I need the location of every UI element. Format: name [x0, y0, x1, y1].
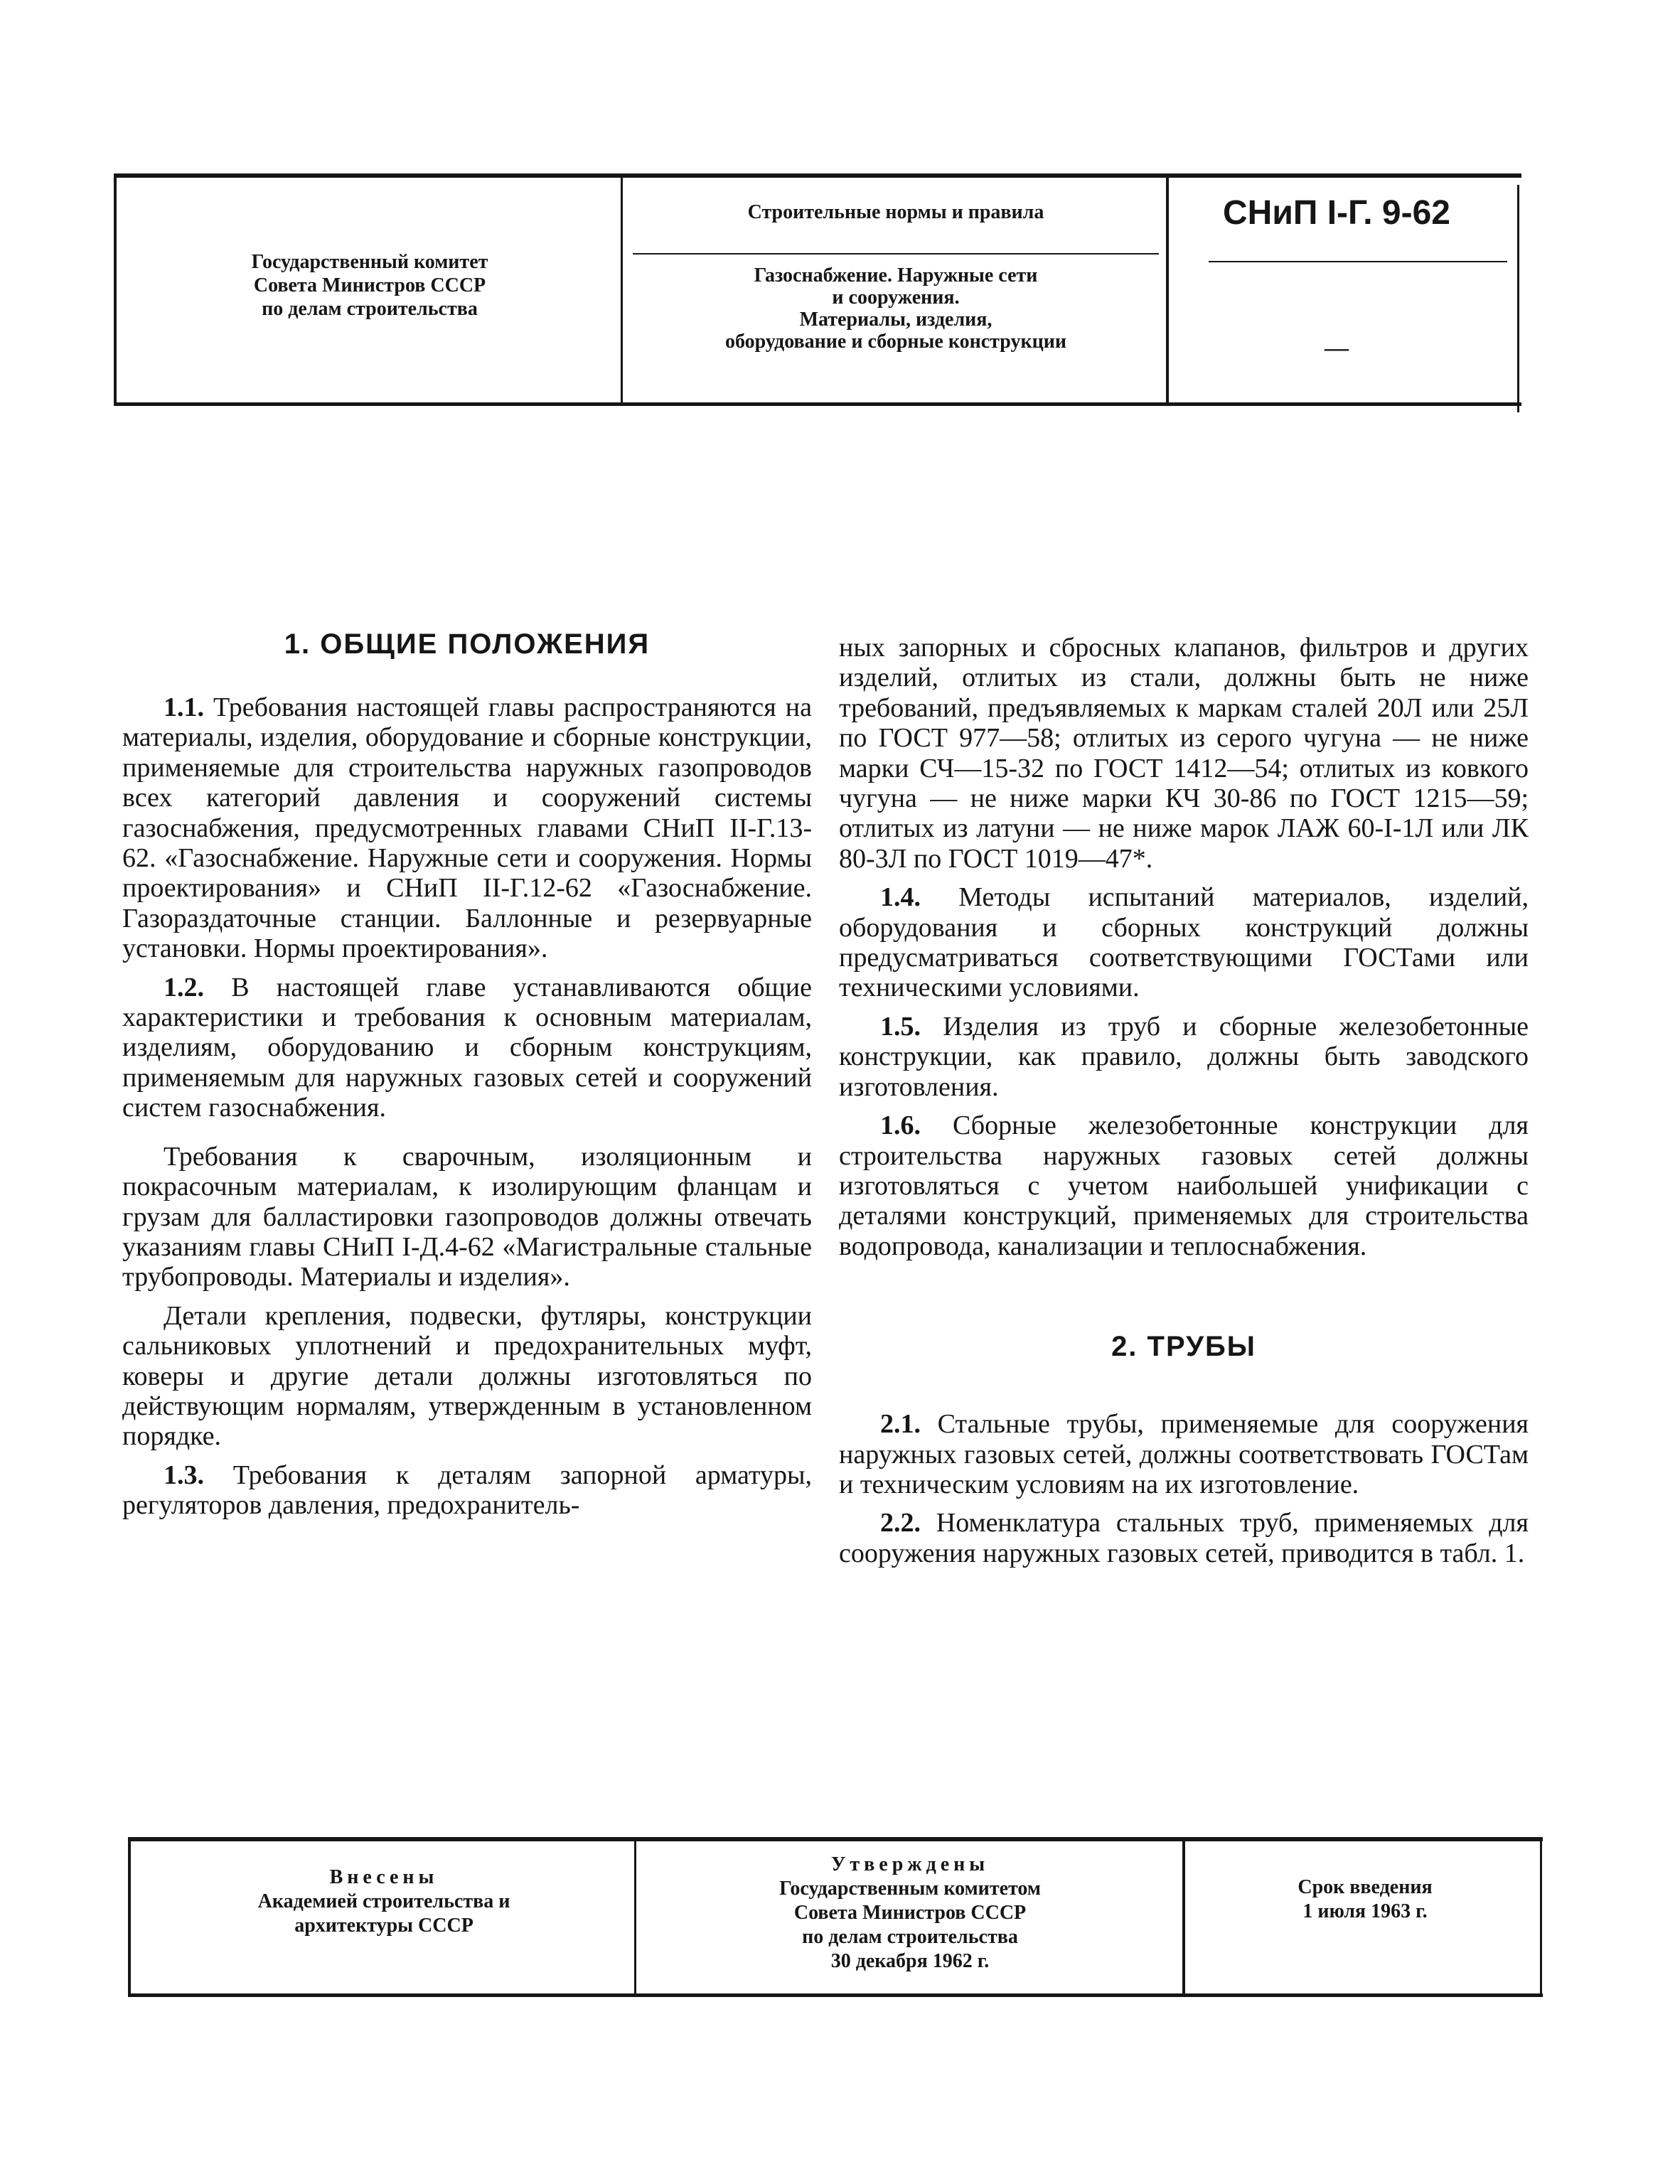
effective-label: Срок введения	[1298, 1876, 1433, 1898]
document-series: Строительные нормы и правила	[747, 201, 1044, 223]
paragraph-welding-materials: Требования к сварочным, изоляционным и покрасочным материалам, к изолирующим фланцам и грузам для балластировки газопроводов должны отвечать указаниям главы СНиП I-Д.4-62 «Магистральные стальные трубопроводы. Материалы и изделия».	[122, 1141, 812, 1292]
document-code: СНиП I-Г. 9-62	[1223, 194, 1450, 232]
effective-date-cell	[1194, 1875, 1536, 1924]
paragraph-2-2: 2.2. Номенклатура стальных труб, применяемых для сооружения наружных газовых сетей, приводится в табл. 1.	[839, 1508, 1529, 1568]
paragraph-number: 1.6.	[880, 1110, 921, 1141]
introduced-by-cell: Внесены Академией строительства и архитектуры СССР	[142, 1866, 626, 1938]
introduced-label: Внесены	[329, 1866, 439, 1888]
paragraph-1-2: 1.2. В настоящей главе устанавливаются общие характеристики и требования к основным материалам, изделиям, оборудованию и сборным конструкциям, применяемым для наружных газовых сетей и сооружений систем газоснабжения.	[122, 972, 813, 1123]
footer-top-rule	[128, 1837, 1543, 1841]
footer-left-border	[128, 1841, 131, 1995]
paragraph-number: 1.1.	[164, 692, 204, 722]
section-1-heading: 1. ОБЩИЕ ПОЛОЖЕНИЯ	[284, 628, 651, 660]
left-column	[122, 627, 812, 1521]
footer-divider-1	[634, 1841, 636, 1993]
paragraph-2-1: 2.1. Стальные трубы, применяемые для сооружения наружных газовых сетей, должны соответствовать ГОСТам и техническим условиям на их изготовление.	[839, 1409, 1529, 1499]
issuing-committee: Государственный комитет Совета Министров СССР по делам строительства	[251, 251, 488, 320]
replaces-field: —	[1325, 335, 1349, 361]
paragraph-1-4: 1.4. Методы испытаний материалов, изделий, оборудования и сборных конструкций должны предусматриваться соответствующими ГОСТами или техническими условиями.	[839, 882, 1529, 1003]
paragraph-fastening-details: Детали крепления, подвески, футляры, конструкции сальниковых уплотнений и предохранительных муфт, коверы и другие детали должны изготовляться по действующим нормалям, утвержденным в установленном порядке.	[122, 1300, 812, 1452]
document-title: Газоснабжение. Наружные сети и сооружения. Материалы, изделия, оборудование и сборные конструкции	[724, 264, 1067, 353]
right-column	[839, 633, 1529, 1568]
paragraph-1-3-continued: ных запорных и сбросных клапанов, фильтров и других изделий, отлитых из стали, должны быть не ниже требований, предъявляемых к маркам сталей 20Л или 25Л по ГОСТ 977—58; отлитых из серого чугуна — не ниже марки СЧ—15-32 по ГОСТ 1412—54; отлитых из ковкого чугуна — не ниже марки КЧ 30-86 по ГОСТ 1215—59; отлитых из латуни — не ниже марок ЛАЖ 60-I-1Л или ЛК 80-3Л по ГОСТ 1019—47*.	[839, 633, 1529, 874]
paragraph-number: 1.4.	[880, 882, 921, 913]
header-left-border	[114, 178, 117, 404]
paragraph-1-6: 1.6. Сборные железобетонные конструкции для строительства наружных газовых сетей должны изготовляться с учетом наибольшей унификации с деталями конструкций, применяемых для строительства водопровода, канализации и теплоснабжения.	[839, 1110, 1529, 1261]
approval-date: 30 декабря 1962 г.	[830, 1950, 990, 1972]
footer-divider-2	[1182, 1841, 1185, 1993]
paragraph-number: 1.3.	[164, 1460, 204, 1490]
paragraph-1-3-start: 1.3. Требования к деталям запорной арматуры, регуляторов давления, предохранитель-	[122, 1460, 812, 1521]
header-top-rule	[114, 173, 1521, 178]
header-right-border	[1517, 185, 1519, 412]
approved-label: Утверждены	[830, 1853, 990, 1875]
header-series-rule	[633, 253, 1159, 255]
section-2-heading: 2. ТРУБЫ	[1111, 1331, 1256, 1363]
paragraph-number: 2.2.	[880, 1508, 921, 1538]
footer-right-border	[1540, 1841, 1542, 1995]
header-divider-2	[1166, 178, 1169, 402]
paragraph-1-1: 1.1. Требования настоящей главы распространяются на материалы, изделия, оборудование и сборные конструкции, применяемые для строительства наружных газопроводов всех категорий давления и сооружений системы газоснабжения, предусмотренных главами СНиП II-Г.13-62. «Газоснабжение. Наружные сети и сооружения. Нормы проектирования» и СНиП II-Г.12-62 «Газоснабжение. Газораздаточные станции. Баллонные и резервуарные установки. Нормы проектирования».	[122, 692, 812, 964]
paragraph-number: 2.1.	[880, 1409, 921, 1440]
paragraph-number: 1.5.	[880, 1011, 921, 1042]
header-bottom-rule	[114, 402, 1521, 406]
paragraph-1-5: 1.5. Изделия из труб и сборные железобетонные конструкции, как правило, должны быть заводского изготовления.	[839, 1011, 1529, 1102]
approved-by-cell: Утверждены Государственным комитетом Совета Министров СССР по делам строительства 30 декабря 1962 г.	[640, 1853, 1180, 1974]
effective-date: 1 июля 1963 г.	[1302, 1900, 1428, 1922]
header-divider-1	[621, 178, 623, 402]
header-code-rule	[1209, 261, 1507, 262]
paragraph-number: 1.2.	[164, 972, 204, 1002]
footer-bottom-rule	[128, 1993, 1543, 1997]
